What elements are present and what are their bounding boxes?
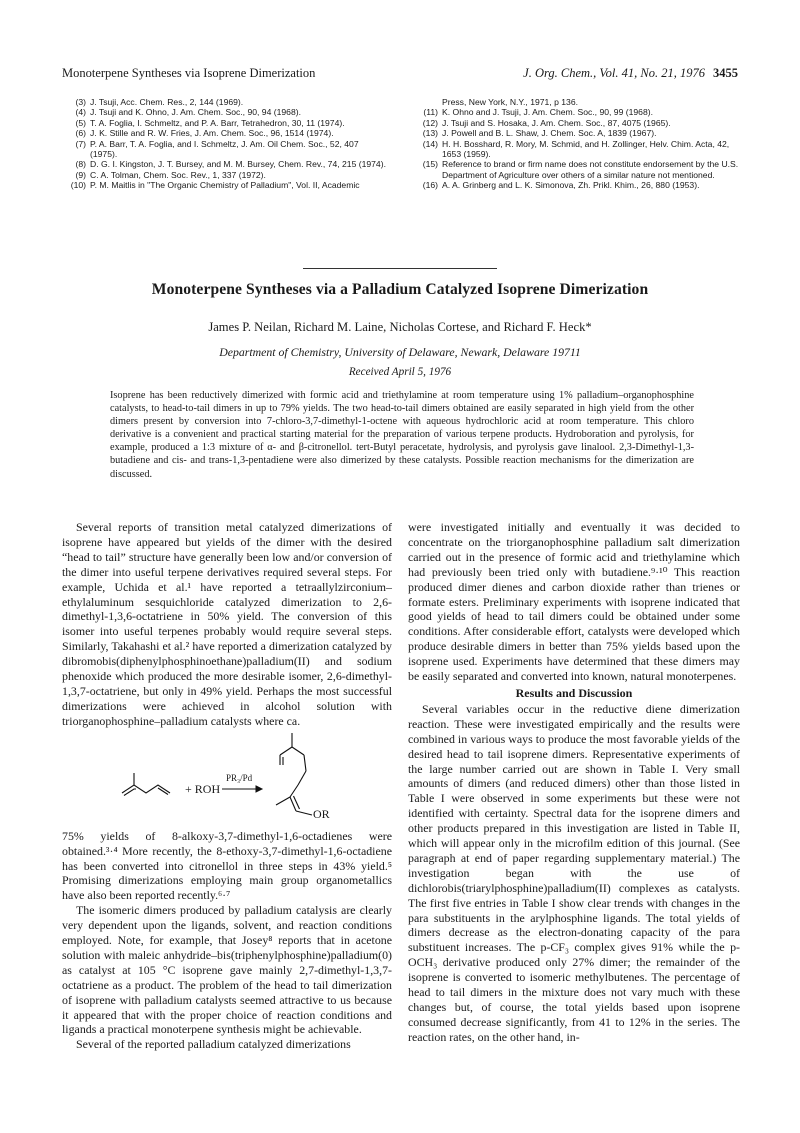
reference-number: (8): [75, 159, 86, 170]
reference-text: D. G. I. Kingston, J. T. Bursey, and M. M. Bursey, Chem. Rev., 74, 215 (1974).: [90, 159, 386, 170]
reference-number: (16): [422, 180, 438, 191]
body-paragraph: were investigated initially and eventually it was decided to concentrate on the triorganophosphine palladium salt dimerization carried out in the presence of formic acid and triethylamine which had previously been tried only with butadiene.⁹·¹⁰ This reaction produced dimer dienes and carbon dioxide rather than trienes or formate esters. Preliminary experiments with isoprene indicated that good yields of head to tail dimers could be obtained under some conditions. After considerable effort, catalysts were developed which produce desirable dimers in better than 75% yields based upon the isoprene used. Experiments have determined that these dimers may be easily separated and converted into known, natural monoterpenes.: [408, 520, 740, 684]
reference-text: Press, New York, N.Y., 1971, p 136.: [442, 97, 578, 107]
reference-text: J. Powell and B. L. Shaw, J. Chem. Soc. A, 1839 (1967).: [442, 128, 657, 139]
reference-item: [416, 159, 742, 180]
reference-text: P. M. Maitlis in "The Organic Chemistry of Palladium", Vol. II, Academic: [90, 180, 360, 191]
scheme-catalyst-label: PR₃/Pd: [226, 772, 253, 783]
reference-number: (10): [70, 180, 86, 191]
scheme-product-label: OR: [313, 806, 330, 821]
reference-item: [64, 159, 386, 169]
reference-text: J. Tsuji and K. Ohno, J. Am. Chem. Soc., 90, 94 (1968).: [90, 107, 301, 118]
reference-number: (6): [75, 128, 86, 139]
body-paragraph: Several of the reported palladium catalyzed dimerizations: [76, 1037, 351, 1052]
reference-item: [416, 128, 742, 138]
journal-citation: J. Org. Chem., Vol. 41, No. 21, 1976: [523, 66, 705, 80]
abstract: Isoprene has been reductively dimerized with formic acid and triethylamine at room temperature using 1% palladium–organophosphine catalysts, to head-to-tail dimers in up to 79% yields. The two head-to-tail dimers obtained are easily separated in high yield from the other dimers present by conversion into 7-chloro-3,7-dimethyl-1-octene with aqueous hydrochloric acid at room temperature. This chloro derivative is a convenient and practical starting material for the preparation of various terpene products. Hydroboration and pyrolysis, for example, produced a 1:3 mixture of α- and β-citronellol. tert-Butyl peracetate, hydrolysis, and pyrolysis gave linalool. 2,3-Dimethyl-1,3-butadiene and cis- and trans-1,3-pentadiene were also dimerized by these catalysts. Possible reaction mechanisms for the dimerization are discussed.: [110, 390, 694, 480]
references-right: [416, 97, 742, 191]
isoprene-structure: [122, 773, 170, 796]
page-number: 3455: [713, 66, 738, 80]
reference-item: [416, 180, 742, 190]
article-affiliation: Department of Chemistry, University of Delaware, Newark, Delaware 19711: [219, 345, 581, 359]
reference-number: (13): [422, 128, 438, 139]
reference-item: [416, 139, 742, 160]
reference-text: J. Tsuji and S. Hosaka, J. Am. Chem. Soc., 87, 4075 (1965).: [442, 117, 671, 128]
reference-item: [416, 97, 742, 107]
received-date: Received April 5, 1976: [348, 366, 452, 378]
reference-number: (5): [75, 117, 86, 128]
article-title: Monoterpene Syntheses via a Palladium Catalyzed Isoprene Dimerization: [151, 281, 649, 298]
reference-item: [64, 118, 386, 128]
article-authors: James P. Neilan, Richard M. Laine, Nicholas Cortese, and Richard F. Heck*: [208, 320, 592, 334]
reference-item: [416, 107, 742, 117]
references-left: [64, 97, 386, 191]
body-paragraph: Several variables occur in the reductive diene dimerization reaction. These were investigated empirically and the results were combined in various ways to produce the most favorable yields of the desired head to tail isoprene dimers. Representative experiments of the large number carried out are shown in Table I. Very small amounts of dimers (and reduced dimers) other than those listed in Table I were observed in some experiments but these were not identified with certainty. Spectral data for the isoprene dimers and other products prepared in this investigation are listed in Table II, which will appear only in the microfilm edition of this journal. (See paragraph at end of paper regarding supplementary material.) The investigation began with the use of dichlorobis(triarylphosphine)palladium(II) complexes as catalysts. The first five entries in Table I show clear trends with changes in the para substituents in the arylphosphine ligands. The total yields of dimers decrease as the electron-donating capacity of the para substituent increases. The p-CF₃ complex gives 91% while the p-OCH₃ derivative produced only 27% dimer; the remainder of the isoprene is converted to isomeric methylbutenes. The percentage of head to tail dimers in the mixture does not vary much with these changes but, of course, the total yields based upon isoprene consumed decrease significantly, from 41 to 12% in the series. The reaction rates, on the other hand, in-: [408, 701, 740, 1044]
running-head: [62, 66, 738, 84]
reference-item: [64, 97, 386, 107]
reaction-arrow: [222, 786, 262, 792]
reference-number: (9): [75, 169, 86, 180]
section-divider: [303, 268, 497, 269]
reference-number: (11): [423, 107, 438, 118]
reference-number: (3): [75, 97, 86, 107]
reference-text: A. A. Grinberg and L. K. Simonova, Zh. Prikl. Khim., 26, 880 (1953).: [442, 180, 700, 191]
reference-item: [64, 139, 386, 160]
reference-text: T. A. Foglia, I. Schmeltz, and P. A. Barr, Tetrahedron, 30, 11 (1974).: [90, 117, 345, 128]
section-heading: Results and Discussion: [515, 685, 633, 700]
product-structure: [276, 733, 312, 815]
reference-number: (12): [422, 117, 438, 128]
reference-item: [64, 180, 386, 190]
reference-text: J. K. Stille and R. W. Fries, J. Am. Chem. Soc., 96, 1514 (1974).: [90, 128, 334, 139]
reference-number: (7): [75, 138, 86, 149]
reference-text: C. A. Tolman, Chem. Soc. Rev., 1, 337 (1972).: [90, 169, 266, 180]
reference-item: [64, 170, 386, 180]
reference-text: J. Tsuji, Acc. Chem. Res., 2, 144 (1969).: [90, 97, 244, 107]
reference-text: P. A. Barr, T. A. Foglia, and I. Schmeltz, J. Am. Oil Chem. Soc., 52, 407 (1975).: [90, 138, 359, 160]
scheme-reagent-label: + ROH: [185, 781, 221, 796]
body-column-left: [62, 520, 392, 1052]
reaction-scheme: [62, 729, 392, 829]
body-paragraph: Several reports of transition metal catalyzed dimerizations of isoprene have appeared but yields of the dimer with the desired “head to tail” structure have generally been low and/or conversion of the dimer into useful terpene derivatives required several steps. For example, Uchida et al.¹ have reported a tetraallylzirconium–ethylaluminum sesquichloride catalyzed dimerization to 2,6-dimethyl-1,3,6-octatriene in 50% yield. The conversion of this isomer into useful terpenes probably would require several steps. Similarly, Takahashi et al.² have reported a dimerization catalyzed by dibromobis(diphenylphosphinoethane)palladium(II) and sodium phenoxide which produced the more desirable isomer, 2,6-dimethyl-1,3,7-octatriene, but only in 49% yield. Perhaps the most successful dimerizations were achieved in alcohol solution with triorganophosphine–palladium catalysts where ca.: [62, 520, 392, 728]
reference-text: K. Ohno and J. Tsuji, J. Am. Chem. Soc., 90, 99 (1968).: [442, 107, 653, 118]
body-column-right: [408, 520, 740, 1045]
reference-text: H. H. Bosshard, R. Mory, M. Schmid, and H. Zollinger, Helv. Chim. Acta, 42, 1653 (1959).: [442, 138, 730, 160]
running-head-title: Monoterpene Syntheses via Isoprene Dimerization: [62, 66, 316, 80]
reference-item: [64, 107, 386, 117]
reference-number: (4): [75, 107, 86, 118]
body-paragraph: The isomeric dimers produced by palladium catalysis are clearly very dependent upon the ligands, solvent, and reaction conditions employed. Note, for example, that Josey⁸ reports that in acetone solution with maleic anhydride–bis(triphenylphosphine)palladium(0) as catalyst at 105 °C isoprene gave mainly 2,7-dimethyl-1,3,7-octatriene as a product. The problem of the head to tail dimerization of isoprene with palladium catalysts seemed attractive to us because it appeared that with the proper choice of reaction conditions and ligands a practical monoterpene synthesis might be achievable.: [62, 903, 392, 1037]
reference-text: Reference to brand or firm name does not constitute endorsement by the U.S. Department of Agriculture over others of a similar nature not mentioned.: [442, 159, 739, 180]
reference-item: [416, 118, 742, 128]
reference-number: (14): [422, 138, 438, 149]
running-head-citation: [523, 66, 738, 81]
body-paragraph: 75% yields of 8-alkoxy-3,7-dimethyl-1,6-octadienes were obtained.³·⁴ More recently, the 8-ethoxy-3,7-dimethyl-1,6-octadiene has been converted into citronellol in three steps in 43% yield.⁵ Promising dimerizations employing main group organometallics have also been reported recently.⁶·⁷: [62, 828, 392, 903]
reference-item: [64, 128, 386, 138]
reference-number: (15): [422, 159, 438, 170]
